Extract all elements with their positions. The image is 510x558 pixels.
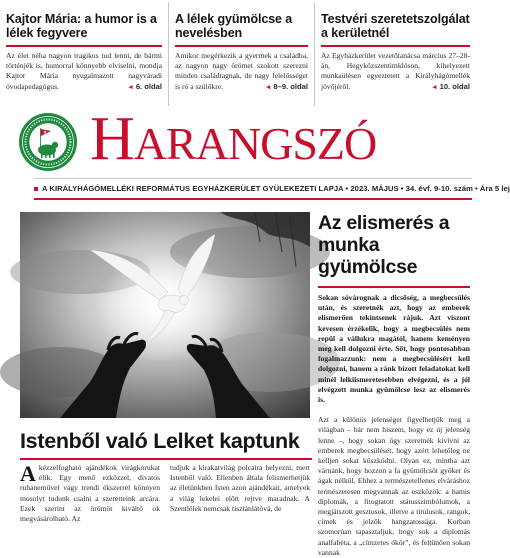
teaser-2[interactable] bbox=[168, 2, 314, 106]
teaser-text bbox=[6, 51, 162, 92]
page-ref[interactable] bbox=[431, 82, 470, 93]
teaser-body: Az élet néha nagyon tragikus tud lenni, de bármi történjék is, humorral könnyebb elviselni, mondja Kajtor Mária nyugalmazott nagyváradi óvodapedagógus. bbox=[6, 51, 162, 91]
teaser-title[interactable]: Kajtor Mária: a humor is a lélek fegyvere bbox=[6, 12, 157, 40]
teaser-strip bbox=[4, 2, 476, 106]
masthead bbox=[12, 105, 472, 176]
teaser-1[interactable] bbox=[4, 2, 168, 106]
side-headline-rule bbox=[318, 286, 470, 288]
triangle-arrow-icon: ◄ bbox=[431, 83, 438, 91]
paragraph-gap bbox=[318, 405, 470, 415]
title-initial: H bbox=[90, 105, 134, 173]
teaser-rule bbox=[321, 45, 470, 47]
teaser-body: Amikor megérkezik a gyermek a családba, az nagyon nagy örömet szokott szerezni minden családtagnak, de nagy felelősséget is ró a szülőkre. bbox=[175, 51, 308, 91]
main-headline[interactable]: Istenből való Lelket kaptunk bbox=[20, 429, 300, 453]
triangle-arrow-icon: ◄ bbox=[264, 83, 272, 91]
triangle-arrow-icon: ◄ bbox=[127, 83, 134, 91]
teaser-rule bbox=[175, 45, 308, 47]
side-article-body: Azt a különös jelenséget figyelhetjük meg a világban – bár nem hiszem, hogy ez új jelenség lenne –, hogy sokan úgy szeretnék kivívni az emberek megbecsülését, hogy azért lehetőleg ne kelljen sokat küszködni. Olyan ez, mintha azt várnánk, hogy hozzon a fa gyümölcsöt gyöker és ágak nélkül. Ehhez a természetellenes elváráshoz természetesen megvannak az eszközök: a hamis diplomák, a fitogtatott státusszimbólumok, a megjátszott gesztusok, illetve a titulusok, rangok, címek és jelzők hangzatossága. Korban szomorúan tapasztaljuk, hogy sok a diplomás analfabéta, a „címzetes ókör”, és feltűnően sokan vannak bbox=[318, 415, 470, 557]
masthead-divider-bottom bbox=[34, 198, 472, 200]
teaser-body: Az Egyházkerület vezetőtanácsa március 27–28-án, Hegyközszentimklóson, kihelyezett munkaülésen egyeztetett a Királyhágómellék jövőjéről. bbox=[321, 51, 470, 91]
main-col-1-text: kézzelfogható ajándékok virágkorukat élik. Egy menő ezközzel, divatos ruhaneművel vagy trendi ékszerrel könnyen mosolyt tudunk csalni a szeretteink arcára. Ezek szerint az örömöt kiváltó ok megvásárolható. Az bbox=[20, 463, 160, 524]
page-ref-label: 10. oldal bbox=[439, 81, 470, 91]
teaser-3[interactable] bbox=[314, 2, 476, 106]
main-article-col-2: tudjuk a kirakatvilág polcaira helyezni, mert Istenből való. Ellenben általa felismerhetjük az életünkben Isten azon ajándékait, amelyek a világ lekelei előtt rejtve maradnak. A Szentlélek nemcsak tisztánlátóvá, de bbox=[170, 463, 310, 513]
page-ref[interactable] bbox=[127, 82, 162, 93]
page-ref-label: 8–9. oldal bbox=[273, 81, 308, 91]
main-article-columns bbox=[20, 461, 310, 524]
issue-info-bar bbox=[34, 182, 510, 196]
masthead-divider-top bbox=[34, 178, 472, 179]
main-article-col-1 bbox=[20, 461, 160, 524]
church-seal-logo-icon bbox=[18, 112, 78, 172]
bullet-square-icon bbox=[34, 187, 38, 191]
teaser-title[interactable]: A lélek gyümölcse a nevelésben bbox=[175, 12, 293, 40]
side-headline[interactable]: Az elismerés a munka gyümölcse bbox=[318, 212, 450, 278]
title-rest: ARANGSZÓ bbox=[133, 118, 377, 169]
page-ref[interactable] bbox=[265, 82, 308, 93]
side-article bbox=[318, 212, 470, 557]
drop-cap: A bbox=[20, 461, 36, 486]
teaser-title[interactable]: Testvéri szeretetszolgálat a kerületnél bbox=[321, 12, 470, 40]
teaser-rule bbox=[6, 45, 162, 47]
newspaper-title bbox=[90, 106, 376, 177]
issue-info-text: A KIRÁLYHÁGÓMELLÉKI REFORMÁTUS EGYHÁZKERÜLET GYÜLEKEZETI LAPJA • 2023. MÁJUS • 34. évf. 9-10. szám • Ára 5 lej bbox=[42, 184, 510, 193]
side-article-lead: Sokan sóvárognak a dicsőség, a megbecsülés után, és szeretnék azt, hogy az emberek elismerően tekintsenek rájuk. Azt viszont kevesen érzékelik, hogy a megbecsülés nem repül a vállukra magától, hanem keményen meg kell dolgozni érte. Sőt, hogy pontosabban fogalmazzunk: nem a megbecsülésért kell dolgozni, hanem a ránk bízott feladatokat kell minél lelkiismeretesebben elvégezni, és a jól elvégzett munka gyümölcse lesz az elismerés is. bbox=[318, 293, 470, 405]
headline-rule bbox=[20, 458, 312, 460]
dove-and-hands-photo bbox=[20, 212, 310, 418]
teaser-text bbox=[175, 51, 308, 92]
teaser-text bbox=[321, 51, 470, 92]
page-ref-label: 6. oldal bbox=[135, 81, 162, 91]
